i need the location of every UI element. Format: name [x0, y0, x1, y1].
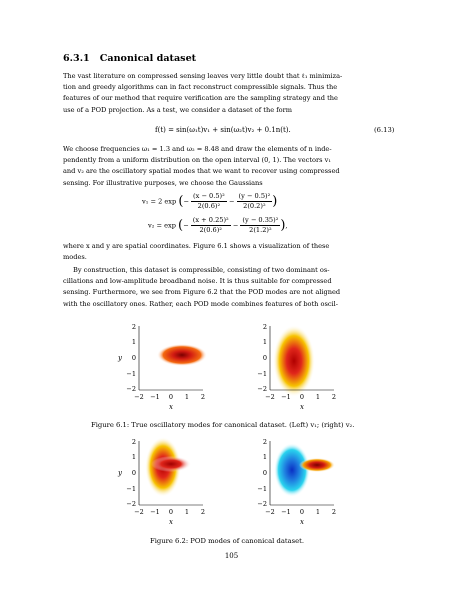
text-line: sensing. For illustrative purposes, we choose the Gaussians [63, 178, 263, 187]
x-tick-label: −2 [265, 508, 275, 516]
fraction: $\frac{\text{(y − 0.5)²}}{\text{2(0.2)²}}$ [238, 192, 271, 210]
y-tick-label: −1 [126, 370, 136, 378]
text-line: pendently from a uniform distribution on the open interval (0, 1). The vectors v₁ [63, 156, 331, 165]
panel-pod-1 [117, 437, 205, 526]
y-tick-label: 2 [262, 438, 267, 446]
mode-v1-blob [157, 344, 207, 366]
x-tick-label: 1 [184, 393, 190, 401]
text-line: with the oscillatory ones. Rather, each POD mode combines features of both oscil- [63, 299, 338, 308]
panel-v1 [117, 323, 207, 411]
x-axis-label: x [300, 518, 304, 526]
x-tick-label: −1 [150, 393, 160, 401]
y-tick-label: −2 [257, 500, 267, 508]
y-tick-label: −2 [257, 385, 267, 393]
y-tick-label: −1 [126, 485, 136, 493]
x-tick-label: 1 [315, 508, 321, 516]
page-number: 105 [224, 552, 239, 560]
equation-number: (6.13) [374, 126, 395, 134]
text-line: The vast literature on compressed sensing leaves very little doubt that ℓ₁ minimiza- [63, 72, 343, 80]
y-tick-label: 1 [262, 338, 267, 346]
text-line: and v₂ are the oscillatory spatial modes that we want to recover using compressed [63, 167, 340, 176]
x-tick-label: −2 [134, 393, 144, 401]
y-tick-label: −2 [126, 385, 136, 393]
text-line: modes. [63, 253, 87, 262]
x-axis-label: x [300, 403, 304, 411]
x-tick-label: −2 [265, 393, 275, 401]
panel-pod-2 [257, 438, 336, 526]
text-line: By construction, this dataset is compressible, consisting of two dominant os- [73, 266, 330, 274]
pod1-core [151, 456, 191, 472]
x-tick-label: 1 [315, 393, 321, 401]
section-heading [63, 53, 196, 64]
y-tick-label: 2 [262, 323, 267, 331]
y-tick-label: 1 [131, 338, 136, 346]
equation-v1: v₁ = 2 exp (− $\frac{\text{(x − 0.5)²}}{\text{2(0.6)²}}$ − $\frac{\text{(y − 0.5)²}}{\text{2(0.2)²}}$ ) [142, 192, 278, 210]
y-tick-label: 2 [131, 323, 136, 331]
x-tick-label: −1 [281, 508, 291, 516]
y-tick-label: 1 [131, 453, 136, 461]
text-line: use of a POD projection. As a test, we consider a dataset of the form [63, 105, 293, 114]
text-line: cillations and low-amplitude broadband noise. It is thus suitable for compressed [63, 277, 332, 286]
pod2-positive-lobe [299, 458, 335, 472]
section-number: 6.3.1 [63, 53, 90, 64]
x-tick-label: −2 [134, 508, 144, 516]
y-tick-label: 1 [262, 453, 267, 461]
x-tick-label: 0 [299, 508, 305, 516]
equation-lhs: v₂ = exp [148, 221, 176, 230]
x-tick-label: 2 [200, 508, 206, 516]
figure-6-1 [105, 322, 365, 417]
x-tick-label: −1 [281, 393, 291, 401]
x-tick-label: 1 [184, 508, 190, 516]
text-line: tion and greedy algorithms can in fact reconstruct compressible signals. Thus the [63, 83, 338, 92]
y-tick-label: 0 [262, 469, 267, 477]
y-tick-label: 0 [131, 469, 136, 477]
paragraph-intro [63, 71, 401, 116]
y-tick-label: 0 [262, 354, 267, 362]
figure-6-2-caption: Figure 6.2: POD modes of canonical dataset. [150, 537, 305, 545]
y-axis-label: y [118, 469, 122, 477]
x-tick-label: 0 [168, 508, 174, 516]
mode-v2-blob [273, 325, 315, 397]
text-line: sensing. Furthermore, we see from Figure 6.2 that the POD modes are not aligned [63, 288, 341, 297]
x-tick-label: 2 [331, 393, 337, 401]
panel-v2 [257, 323, 336, 411]
x-tick-label: 0 [168, 393, 174, 401]
section-title: Canonical dataset [99, 53, 197, 64]
equation-lhs: v₁ = 2 exp [142, 197, 177, 206]
y-tick-label: −2 [126, 500, 136, 508]
y-tick-label: −1 [257, 370, 267, 378]
figure-6-1-caption: Figure 6.1: True oscillatory modes for canonical dataset. (Left) v₁; (right) v₂. [91, 421, 355, 429]
y-tick-label: −1 [257, 485, 267, 493]
fraction: $\frac{\text{(x + 0.25)²}}{\text{2(0.6)²}}$ [192, 216, 229, 234]
text-line: We choose frequencies ω₁ = 1.3 and ω₂ = 8.48 and draw the elements of n inde- [63, 145, 332, 153]
paragraph-construction [63, 265, 401, 310]
fraction: $\frac{\text{(y − 0.35)²}}{\text{2(1.2)²}}$ [242, 216, 279, 234]
text-line: features of our method that require verification are the sampling strategy and the [63, 94, 338, 103]
x-tick-label: 2 [200, 393, 206, 401]
equation-v2: v₂ = exp (− $\frac{\text{(x + 0.25)²}}{\text{2(0.6)²}}$ − $\frac{\text{(y − 0.35)²}}{\text{2(1.2)²}}$ ), [148, 216, 288, 234]
y-axis-label: y [118, 354, 122, 362]
paragraph-coordinates [63, 241, 401, 263]
y-tick-label: 0 [131, 354, 136, 362]
fraction: $\frac{\text{(x − 0.5)²}}{\text{2(0.6)²}}$ [193, 192, 225, 210]
paragraph-frequencies [63, 144, 401, 189]
x-tick-label: −1 [150, 508, 160, 516]
x-axis-label: x [169, 518, 173, 526]
equation-6-13: f(t) = sin(ω₁t)v₁ + sin(ω₂t)v₂ + 0.1n(t). [155, 126, 291, 134]
y-tick-label: 2 [131, 438, 136, 446]
x-tick-label: 0 [299, 393, 305, 401]
figure-6-2 [105, 437, 365, 532]
x-axis-label: x [169, 403, 173, 411]
x-tick-label: 2 [331, 508, 337, 516]
text-line: where x and y are spatial coordinates. Figure 6.1 shows a visualization of these [63, 242, 330, 250]
